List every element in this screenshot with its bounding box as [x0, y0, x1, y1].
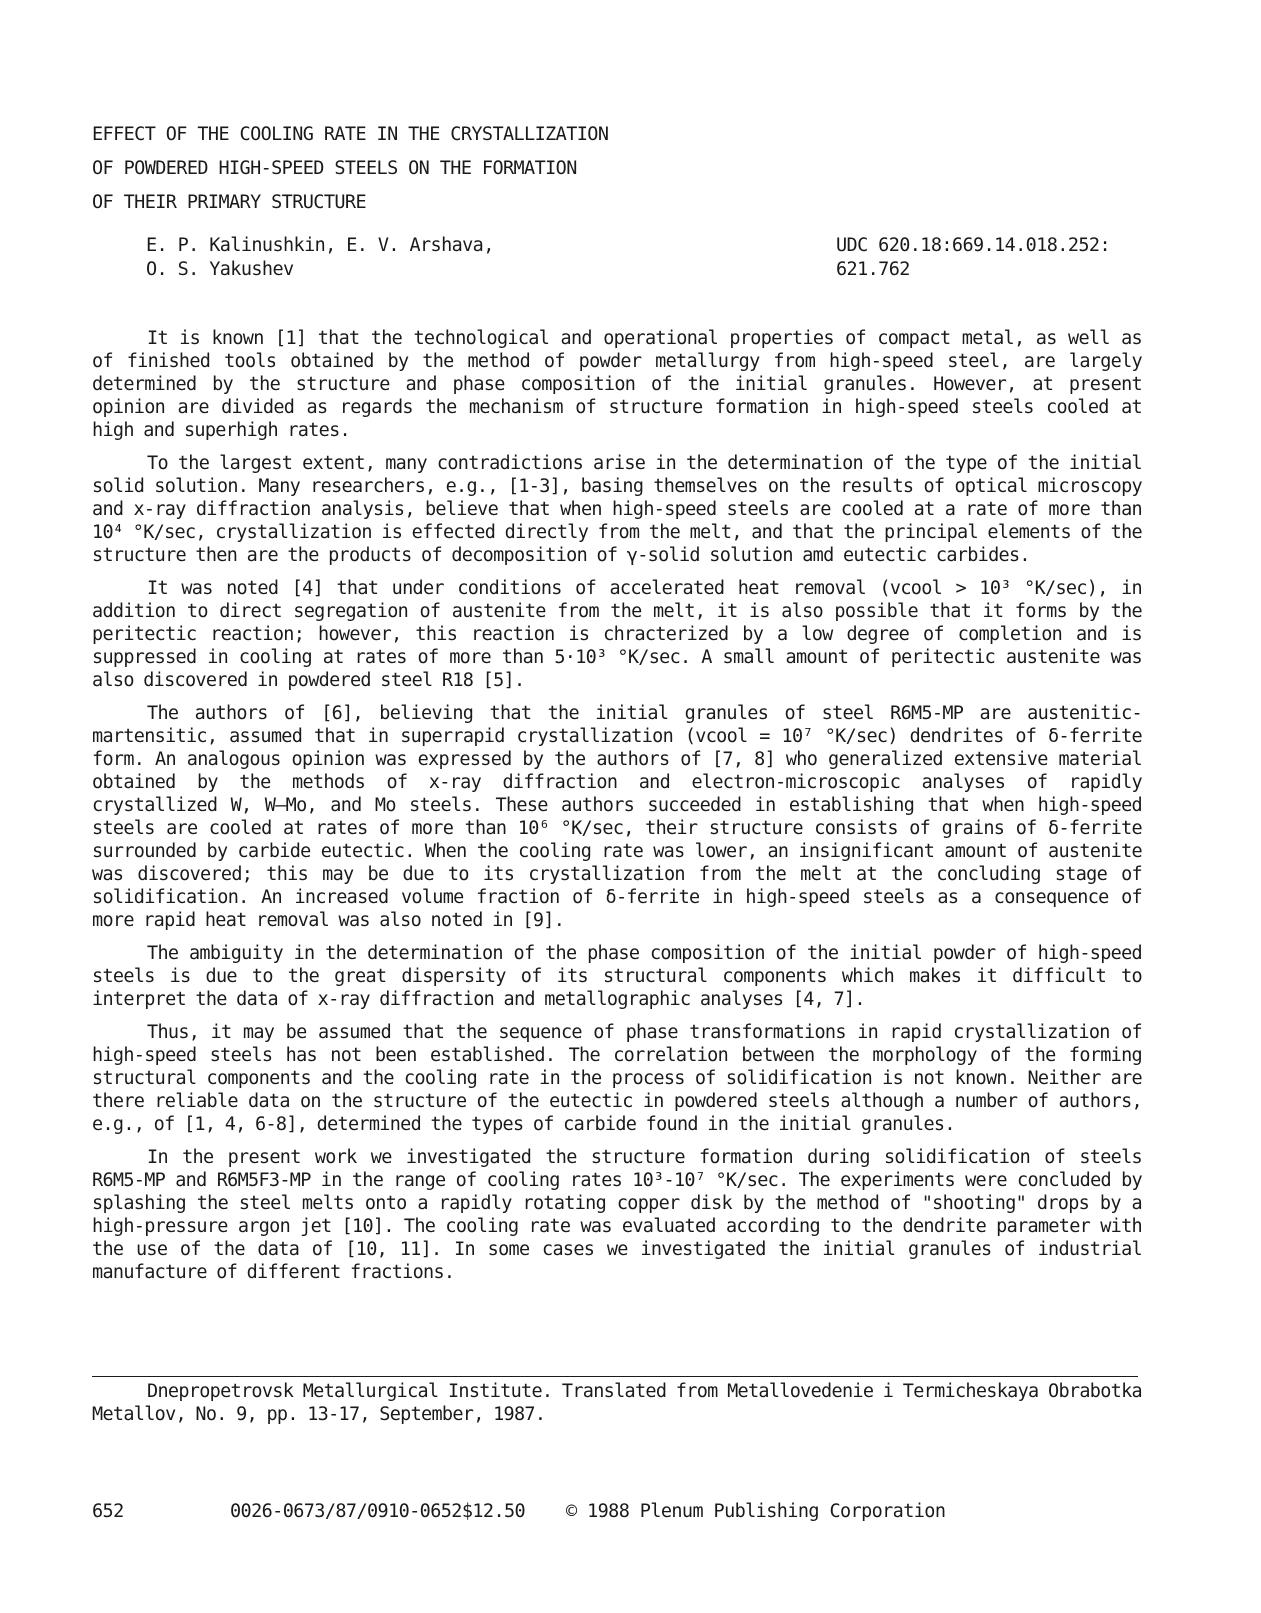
title-line-2: OF POWDERED HIGH-SPEED STEELS ON THE FORMATION [92, 158, 577, 179]
title-line-1: EFFECT OF THE COOLING RATE IN THE CRYSTALLIZATION [92, 124, 609, 145]
body-paragraph-7: In the present work we investigated the structure formation during solidification of steels R6M5-MP and R6M5F3-MP in the range of cooling rates 10³-10⁷ °K/sec. The experiments were concluded by splashing the steel melts onto a rapidly rotating copper disk by the method of "shooting" drops by a high-pressure argon jet [10]. The cooling rate was evaluated according to the dendrite parameter with the use of the data of [10, 11]. In some cases we investigated the initial granules of industrial manufacture of different fractions. [92, 1147, 1142, 1283]
page-number: 652 [92, 1501, 124, 1522]
title-line-3: OF THEIR PRIMARY STRUCTURE [92, 192, 366, 213]
author-list [146, 234, 646, 282]
authors-line-1: E. P. Kalinushkin, E. V. Arshava, [146, 235, 494, 256]
footnote [92, 1380, 1142, 1426]
authors-line-2: O. S. Yakushev [146, 259, 294, 280]
body-paragraph-1: It is known [1] that the technological and operational properties of compact metal, as well as of finished tools obtained by the method of powder metallurgy from high-speed steel, are largely determined by the structure and phase composition of the initial granules. However, at present opinion are divided as regards the mechanism of structure formation in high-speed steels cooled at high and superhigh rates. [92, 328, 1142, 441]
body-paragraph-2: To the largest extent, many contradictions arise in the determination of the type of the initial solid solution. Many researchers, e.g., [1-3], basing themselves on the results of optical microscopy and x-ray diffraction analysis, believe that when high-speed steels are cooled at a rate of more than 10⁴ °K/sec, crystallization is effected directly from the melt, and that the principal elements of the structure then are the products of decomposition of γ-solid solution amd eutectic carbides. [92, 453, 1142, 566]
udc-classification [836, 234, 1176, 282]
body-paragraph-4: The authors of [6], believing that the initial granules of steel R6M5-MP are austenitic-martensitic, assumed that in superrapid crystallization (vcool = 10⁷ °K/sec) dendrites of δ-ferrite form. An analogous opinion was expressed by the authors of [7, 8] who generalized extensive material obtained by the methods of x-ray diffraction and electron-microscopic analyses of rapidly crystallized W, W–Mo, and Mo steels. These authors succeeded in establishing that when high-speed steels are cooled at rates of more than 10⁶ °K/sec, their structure consists of grains of δ-ferrite surrounded by carbide eutectic. When the cooling rate was lower, an insignificant amount of austenite was discovered; this may be due to its crystallization from the melt at the concluding stage of solidification. An increased volume fraction of δ-ferrite in high-speed steels as a consequence of more rapid heat removal was also noted in [9]. [92, 703, 1142, 931]
udc-line-2: 621.762 [836, 259, 910, 280]
article-title [92, 118, 792, 220]
footnote-divider [92, 1376, 1138, 1377]
body-paragraph-3: It was noted [4] that under conditions of accelerated heat removal (vcool > 10³ °K/sec), in addition to direct segregation of austenite from the melt, it is also possible that it forms by the peritectic reaction; however, this reaction is chracterized by a low degree of completion and is suppressed in cooling at rates of more than 5·10³ °K/sec. A small amount of peritectic austenite was also discovered in powdered steel R18 [5]. [92, 578, 1142, 691]
article-body [92, 327, 1142, 1294]
body-paragraph-6: Thus, it may be assumed that the sequence of phase transformations in rapid crystallization of high-speed steels has not been established. The correlation between the morphology of the forming structural components and the cooling rate in the process of solidification is not known. Neither are there reliable data on the structure of the eutectic in powdered steels although a number of authors, e.g., of [1, 4, 6-8], determined the types of carbide found in the initial granules. [92, 1022, 1142, 1135]
udc-line-1: UDC 620.18:669.14.018.252: [836, 235, 1110, 256]
copyright-notice: © 1988 Plenum Publishing Corporation [566, 1501, 946, 1522]
article-code: 0026-0673/87/0910-0652$12.50 [230, 1501, 526, 1522]
body-paragraph-5: The ambiguity in the determination of the phase composition of the initial powder of high-speed steels is due to the great dispersity of its structural components which makes it difficult to interpret the data of x-ray diffraction and metallographic analyses [4, 7]. [92, 943, 1142, 1010]
footnote-text: Dnepropetrovsk Metallurgical Institute. Translated from Metallovedenie i Termicheskaya Obrabotka Metallov, No. 9, pp. 13-17, September, 1987. [92, 1381, 1142, 1425]
